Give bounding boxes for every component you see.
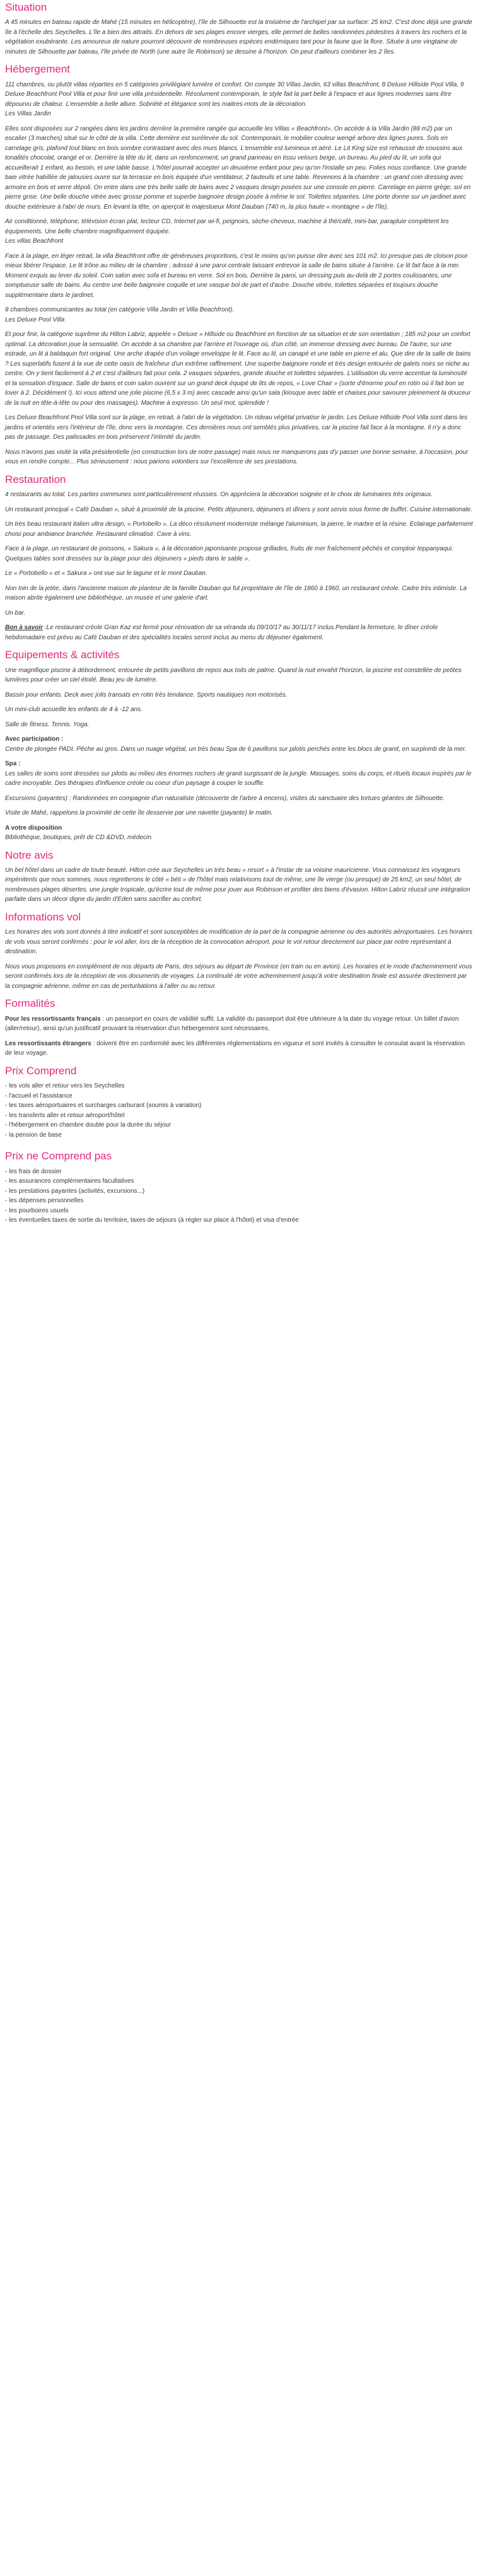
jardin-equip-text: Air conditionné, téléphone, télévision écran plat, lecteur CD, Internet par wi-fi, peignoirs, sèche-cheveux, machine à thé/café, mini-bar, parapluie complètent les équipements. Une belle chambre magnifiquement équipée. — [5, 218, 449, 235]
formalites-etrangers-text: : doivent être en conformité avec les différentes réglementations en vigueur et sont invités à consulter le consulat avant la réservation de leur voyage. — [5, 1040, 465, 1057]
formalites-etrangers — [5, 1039, 473, 1059]
bon-a-savoir-label: Bon à savoir — [5, 624, 44, 632]
list-item: - les transferts aller et retour aéroport/hôtel — [5, 1111, 125, 1119]
section-title-equipements: Equipements & activités — [5, 649, 120, 661]
section-title-prix-ne-comprend: Prix ne Comprend pas — [5, 1150, 112, 1163]
deluxe-label: Les Deluxe Pool Villa — [5, 316, 65, 323]
situation-text: A 45 minutes en bateau rapide de Mahé (15 minutes en hélicoptère), l'île de Silhouette est la troisième de l'archipel par sa surface: 25 km2. C'est donc déjà une grande île à l'échelle des Seychelles. L'île a bien des attraits. En dehors de ses plages encore vierges, elle permet de belles randonnées pédestres à travers les rochers et la végétation exubérante. Les amoureux de nature pourront découvrir de nombreuses espèces endémiques tant pour la faune que la flore. Située à une vingtaine de minutes de Silhouette par bateau, l'île privée de North (une autre île Robinson) se dessine à l'horizon. On peut d'ailleurs combiner les 2 îles. — [5, 19, 472, 55]
section-title-prix-comprend: Prix Comprend — [5, 1064, 77, 1077]
restauration-text-3: Un très beau restaurant italien ultra design, « Portobello ». La déco résolument moderniste mélange l'aluminium, la pierre, le marbre et la résine. Eclairage parfaitement choisi pour ambiance branchée. Restaurant climatisé. Cave à vins. — [5, 521, 473, 538]
list-item: - les prestations payantes (activités, excursions...) — [5, 1187, 145, 1195]
section-infos-vol — [5, 910, 473, 991]
formalites-etrangers-label: Les ressortissants étrangers — [5, 1040, 91, 1047]
avec-participation-label: Avec participation : — [5, 736, 64, 743]
list-item: - la pension de base — [5, 1131, 62, 1139]
infos-vol-text-2: Nous vous proposons en complément de nos départs de Paris, des séjours au départ de Province (en train ou en avion). Les horaires et le mode d'acheminement vous seront confirmés lors de la réception de vos documents de voyages. La continuité de votre acheminement jusqu'à votre destination finale est assurée directement par la compagnie aérienne, même en cas de perturbations à l'aller ou au retour. — [5, 963, 472, 990]
section-prix-ne-comprend — [5, 1149, 473, 1225]
restauration-text-1: 4 restaurants au total. Les parties communes sont particulièrement réussies. On appréciera la décoration soignée et le choix de luminaires très originaux. — [5, 491, 433, 499]
beachfront-count — [5, 305, 473, 325]
section-title-avis: Notre avis — [5, 849, 54, 861]
formalites-francais-text: : un passeport en cours de validité suffit. La validité du passeport doit être ultérieure à la date du voyage retour. Un billet d'avion (aller/retour), ainsi qu'un justificatif prouvant la réservation d'un hébergement sont nécessaires. — [5, 1015, 459, 1033]
section-equipements — [5, 647, 473, 842]
section-situation — [5, 0, 473, 57]
hebergement-intro-text: 111 chambres, ou plutôt villas réparties en 5 catégories privilégiant lumière et confort. On compte 30 Villas Jardin, 63 villas Beachfront, 8 Deluxe Hillside Pool Villa, 9 Deluxe Beachfront Pool Villa et pour finir une villa présidentielle. Résolument contemporain, le style fait la part belle à l'espace et aux lignes modernes sans être dépourvu de chaleur. L'ensemble a belle allure. Sobriété et élégance sont les maitres-mots de la décoration. — [5, 81, 464, 108]
list-item: - les pourboires usuels — [5, 1207, 69, 1214]
section-avis — [5, 848, 473, 905]
list-item: - les éventuelles taxes de sortie du territoire, taxes de séjours (à régler sur place à l'hôtel) et visa d'entrée — [5, 1217, 299, 1224]
bon-a-savoir-text: :Le restaurant créole Gran Kaz est fermé pour rénovation de sa véranda du 09/10/17 au 30/11/17 inclus.Pendant la fermeture, le dîner créole hebdomadaire est prévu au Café Dauban et des spécialités locales seront inclus au menu du déjeuner également. — [5, 624, 438, 641]
equipements-text-3: Un mini-club accueille les enfants de 4 à -12 ans. — [5, 706, 143, 714]
villas-jardin-equipment — [5, 217, 473, 247]
presidential-villa-text: Nous n'avons pas visité la villa présidentielle (en construction lors de notre passage) mais nous ne manquerons pas d'y passer une bonne semaine, à l'occasion, pour vous en rendre compte... Plus sérieusement : nous parions volontiers sur l'excellence de ses prestations. — [5, 448, 469, 466]
a-votre-disposition-label: A votre disposition — [5, 824, 62, 832]
section-title-infos-vol: Informations vol — [5, 910, 81, 923]
section-title-situation: Situation — [5, 1, 47, 13]
section-title-restauration: Restauration — [5, 473, 66, 485]
page — [0, 0, 478, 1234]
prix-comprend-list — [5, 1081, 473, 1140]
avec-participation — [5, 734, 473, 754]
section-title-formalites: Formalités — [5, 997, 55, 1010]
bon-a-savoir — [5, 623, 473, 642]
visite-mahe-text: Visite de Mahé, rappelons la proximité de cette île desservie par une navette (payante) le matin. — [5, 809, 273, 817]
list-item: - les taxes aéroportuaires et surcharges carburant (soumis à variation) — [5, 1102, 202, 1110]
formalites-francais-label: Pour les ressortissants français — [5, 1015, 101, 1023]
avec-participation-text: Centre de plongée PADI. Pêche au gros. Dans un nuage végétal, un très beau Spa de 6 pavillons sur pilotis perchés entre les blocs de granit, en surplomb de la mer. — [5, 745, 467, 753]
section-restauration — [5, 472, 473, 642]
list-item: - l'hébergement en chambre double pour la durée du séjour — [5, 1122, 172, 1129]
list-item: - les assurances complémentaires facultatives — [5, 1178, 134, 1185]
list-item: - les frais de dossier — [5, 1168, 62, 1175]
deluxe-text: Et pour finir, la catégorie suprême du Hilton Labriz, appelée « Deluxe » Hillside ou Beachfront en fonction de sa situation et de son orientation ; 185 m2 pour un confort optimal. La décoration joue la sensualité. On accède à sa chambre par l'arrière et l'ouvrage où, d'un côté, un immense dressing avec bureau. De l'autre, sur une estrade, un lit à baldaquin fort original. Une arche drapée d'un voilage enveloppe le lit. Face au lit, un canapé et une table en pierre et alu. Que dire de la salle de bains ? Les superlatifs fusent à la vue de cette oasis de fraîcheur d'un extrême raffinement. Une superbe baignoire ronde et très design entourée de galets noirs se niche au centre. On y tient facilement à 2 et c'est d'ailleurs fait pour cela. 2 vasques séparées, grande douche et toilettes séparées. L'utilisation du verre accentue la luminosité et la sensation d'espace. Salle de bains et coin salon ouvrent sur un grand deck équipé de lits de repos, « Love Chair » (sorte d'énorme pouf en rotin où il fait bon se lover à 2. Décidément !). Ici vous attend une jolie piscine (6,5 x 3 m) avec cascade ainsi qu'un sala (kiosque avec table et chaises pour savourer pleinement la douceur de la nuit en tête-à-tête ou pour des massages). Machine à expresso. Un seul mot, splendide ! — [5, 331, 471, 407]
restauration-text-7: Un bar. — [5, 609, 26, 617]
spa — [5, 759, 473, 789]
section-formalites — [5, 996, 473, 1058]
equipements-text-4: Salle de fitness. Tennis. Yoga. — [5, 721, 90, 728]
hebergement-intro — [5, 80, 473, 119]
deluxe-text-2: Les Deluxe Beachfront Pool Villa sont sur la plage, en retrait, à l'abri de la végétation. Un rideau végétal privatise le jardin. Les Deluxe Hillside Pool Villa sont dans les jardins et orientés vers l'intérieur de l'île, donc vers la montagne. Ces dernières nous ont semblés plus privatives, car la piscine fait face à la montagne. Il n'y a donc pas de passage. Des palissades en bois préservent l'intimité du jardin. — [5, 414, 468, 441]
spa-label: Spa : — [5, 760, 21, 768]
equipements-text-2: Bassin pour enfants. Deck avec jolis transats en rotin très tendance. Sports nautiques non motorisés. — [5, 691, 288, 699]
equipements-text-1: Une magnifique piscine à débordement, entourée de petits pavillons de repos aux toits de palme. Quand la nuit envahit l'horizon, la piscine est constellée de petites lumières pour créer un ciel étoilé. Beau jeu de lumière. — [5, 666, 462, 684]
restauration-text-2: Un restaurant principal « Café Dauban », situé à proximité de la piscine. Petits déjeuners, déjeuners et dîners y sont servis sous forme de buffet. Cuisine internationale. — [5, 506, 472, 513]
section-hebergement — [5, 62, 473, 467]
excursions-text: Excursions (payantes) : Randonnées en compagnie d'un naturaliste (découverte de l'arbre à encens), visites du sanctuaire des tortues géantes de Silhouette. — [5, 794, 445, 802]
villas-jardin-label: Les Villas Jardin — [5, 110, 51, 118]
spa-text: Les salles de soins sont dressées sur pilotis au milieu des énormes rochers de granit surgissant de la jungle. Massages, soins du corps, et rituels locaux inspirés par le cadre incroyable. Des thérapies d'influence créole ou coeur d'un paysage à couper le souffle. — [5, 770, 472, 787]
section-prix-comprend — [5, 1064, 473, 1140]
restauration-text-6: Non loin de la jetée, dans l'ancienne maison de planteur de la famille Dauban qui fut propriétaire de l'île de 1860 à 1960, un restaurant créole. Cadre très intimiste. La maison abrite également une bibliothèque, un musée et une galerie d'art. — [5, 584, 467, 602]
villas-beachfront-label: Les villas Beachfront — [5, 238, 64, 245]
list-item: - les dépenses personnelles — [5, 1197, 84, 1205]
list-item: - l'accueil et l'assistance — [5, 1092, 73, 1099]
restauration-text-5: Le « Portobello » et « Sakura » ont vue sur le lagune et le mont Dauban. — [5, 570, 207, 577]
beachfront-count-text: 8 chambres communicantes au total (en catégorie Villa Jardin et Villa Beachfront). — [5, 306, 235, 314]
formalites-francais — [5, 1014, 473, 1034]
prix-ne-comprend-list — [5, 1167, 473, 1226]
list-item: - les vols aller et retour vers les Seychelles — [5, 1082, 125, 1090]
villas-jardin-text: Elles sont disposées sur 2 rangées dans les jardins derrière la première rangée qui accueille les Villas « Beachfront». On accède à la Villa Jardin (88 m2) par un escalier (3 marches) situé sur le côté de la villa. Cette dernière est surélevée du sol. Contemporain, le mobilier couleur wengé arbore des lignes pures. Sols en carrelage gris, plafond tout blanc en bois sombre contrastant avec des murs blancs. L'ensemble est lumineux et aéré. Le Lit King size est rehaussé de coussins aux tonalités chocolat, orangé et or. Derrière la tête du lit, dans un renfoncement, un grand panneau en tissu velours beige, un bureau. Au pied du lit, un sofa qui accueillerait 1 enfant, au besoin, et une table basse. L'hôtel pourrait accepter un deuxième enfant pour peu qu'on l'installe un peu. Folies nous confiance. Une grande baie vitrée habillée de jalousies ouvre sur la terrasse en bois équipée d'un ventilateur, 2 fauteuils et une table. Revenons à la chambre : un grand coin dressing avec armoire en bois et verre dépoli. On entre dans une très belle salle de bains avec 2 vasques design posées sur une console en pierre. Carrelage en pierre grège, sol en pierre grise. Une belle douche vitrée avec grosse pomme et superbe baignoire design posée à même le sol. Toilettes séparées. Une porte donne sur un jardinet avec douche extérieure à l'abri de murs. En levant la tête, on aperçoit le majestueux Mont Dauban (740 m, la plus haute « montagne » de l'île). — [5, 125, 471, 211]
restauration-text-4: Face à la plage, un restaurant de poissons, « Sakura », à la décoration japonisante propose grillades, fruits de mer fraîchement pêchés et comptoir teppanyaqui. Quelques tables sont dressées sur la plage pour des déjeuners « pieds dans le sable ». — [5, 545, 453, 562]
villas-beachfront-text: Face à la plage, en léger retrait, la villa Beachfront offre de généreuses proportions, c'est le moins qu'on puisse dire avec ses 101 m2. Ici presque pas de cloison pour mieux libérer l'espace. Le lit trône au milieu de la chambre ; adossé à une paroi centrale laissant entrevoir la salle de bains située à l'arrière. Le lit fait face à la mer. Moment exquis au lever du soleil. Coin salon avec sofa et bureau en verre. Sol en bois. Derrière la paroi, un dressing puis au-delà de 2 portes coulissantes, une somptueuse salle de bains. Au centre une belle baignoire coquille et une vasque bol de part et d'autre. Douche vitrée, toilettes séparées et toujours douche supplémentaire dans le jardinet. — [5, 252, 468, 299]
infos-vol-text-1: Les horaires des vols sont donnés à titre indicatif et sont susceptibles de modification de la part de la compagnie aérienne ou des autorités aéroportuaires. Les horaires de vols vous seront confirmés : pour le vol aller, lors de la réception de la convocation aéroport, pour le vol retour directement sur place par notre représentant à destination. — [5, 929, 472, 956]
section-title-hebergement: Hébergement — [5, 63, 71, 76]
a-votre-disposition — [5, 823, 473, 843]
a-votre-disposition-text: Bibliothèque, boutiques, prêt de CD &DVD, médecin. — [5, 834, 153, 842]
avis-text: Un bel hôtel dans un cadre de toute beauté. Hilton crée aux Seychelles un très beau « resort » à l'instar de sa voisine mauricienne. Vous connaissez les voyageurs impénitents que nous sommes, nous regretterons le côté « béti » de l'hôtel mais relativisons tout de même, une île vierge (ou presque) de 25 km2, un seul hôtel, de nombreuses plages désertes, une jungle tropicale, qu'écrire tout de même pour jouer aux Robinson et profiter des biens d'évasion. Hilton Labriz réussit une intégration parfaite dans un décor digne du jardin d'Eden sans sacrifier au confort. — [5, 866, 470, 903]
